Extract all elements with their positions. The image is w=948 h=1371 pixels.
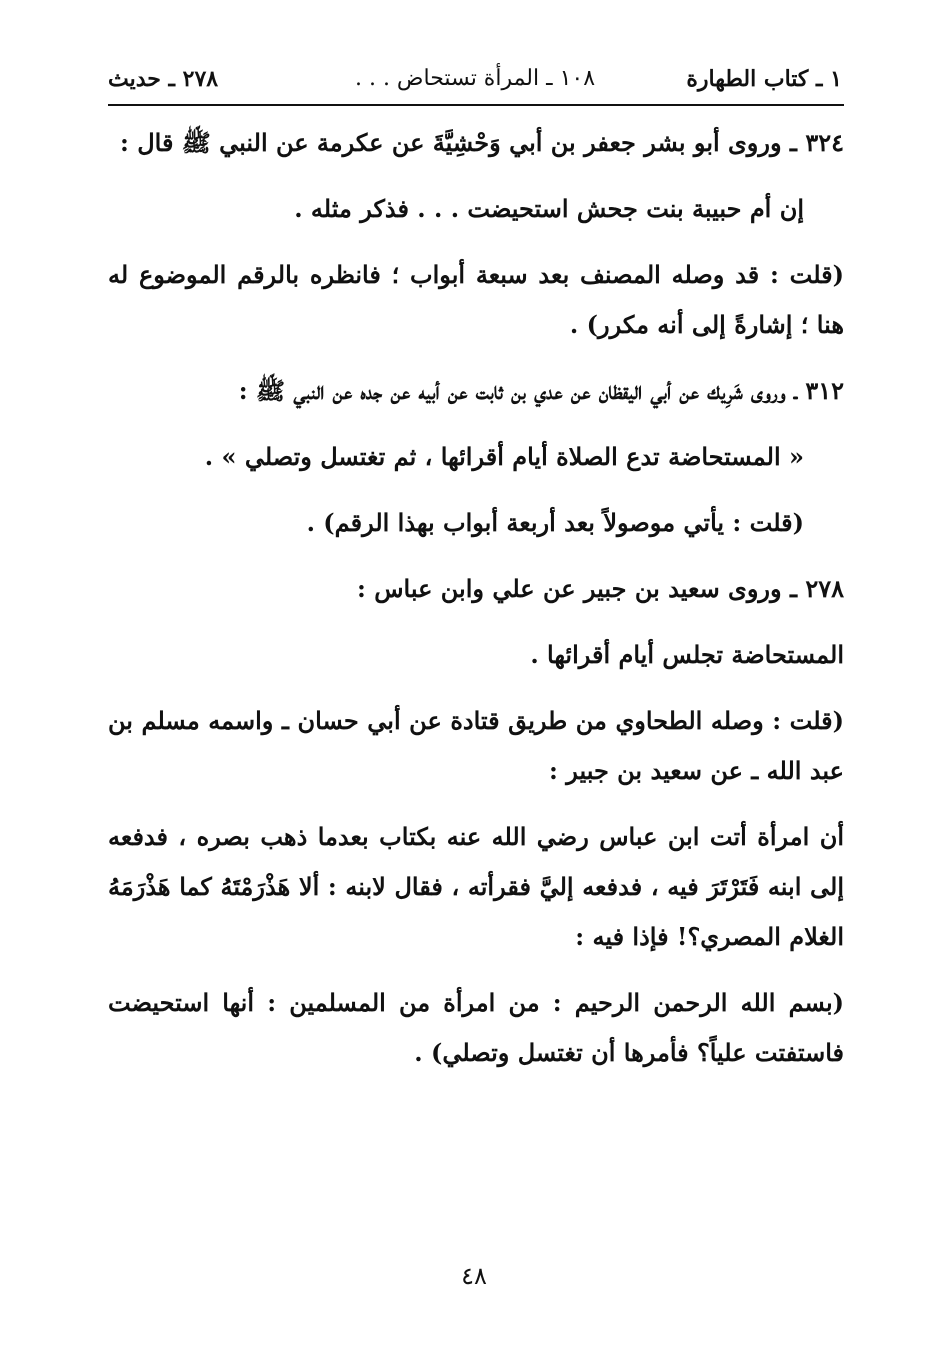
paragraph-hadith-324: ٣٢٤ ـ وروى أبو بشر جعفر بن أبي وَحْشِيَّةَ عن عكرمة عن النبي ﷺ قال : [120, 128, 844, 157]
header-chapter-title: ١٠٨ ـ المرأة تستحاض . . . [354, 66, 596, 91]
running-header [108, 62, 842, 102]
paragraph-note: (قلت : قد وصله المصنف بعد سبعة أبواب ؛ فانظره بالرقم الموضوع له هنا ؛ إشارةً إلى أنه مكرر) . [108, 260, 844, 339]
paragraph-letter-text: (بسم الله الرحمن الرحيم : من امرأة من المسلمين : أنها استحيضت فاستفتت علياً؟ فأمرها أن تغتسل وتصلي) . [108, 988, 844, 1067]
header-hadith-number: ٢٧٨ ـ حديث [108, 66, 219, 92]
paragraph-narration: أن امرأة أتت ابن عباس رضي الله عنه بكتاب بعدما ذهب بصره ، فدفعه إلى ابنه فَتَرْتَرَ فيه ، فدفعه إليَّ فقرأته ، فقال لابنه : ألا هَذْرَمْتَهُ كما هَذْرَمَهُ الغلام المصري؟! فإذا فيه : [108, 822, 845, 951]
page-number: ٤٨ [461, 1262, 487, 1290]
paragraph-note: (قلت : يأتي موصولاً بعد أربعة أبواب بهذا الرقم) . [306, 508, 804, 537]
header-book-title: ١ ـ كتاب الطهارة [686, 66, 842, 92]
paragraph-hadith-312: ٣١٢ ـ وروى شَرِيك عن أبي اليقظان عن عدي بن ثابت عن أبيه عن جده عن النبي ﷺ : [238, 376, 844, 405]
paragraph-note: (قلت : وصله الطحاوي من طريق قتادة عن أبي حسان ـ واسمه مسلم بن عبد الله ـ عن سعيد بن جبير : [108, 706, 844, 785]
paragraph-hadith-text: المستحاضة تجلس أيام أقرائها . [530, 640, 844, 669]
paragraph-hadith-text: إن أم حبيبة بنت جحش استحيضت . . . فذكر مثله . [294, 194, 804, 223]
header-rule [108, 104, 844, 106]
page-body [108, 118, 844, 1094]
paragraph-hadith-278: ٢٧٨ ـ وروى سعيد بن جبير عن علي وابن عباس : [357, 574, 844, 603]
paragraph-hadith-text: « المستحاضة تدع الصلاة أيام أقرائها ، ثم تغتسل وتصلي » . [204, 442, 804, 471]
